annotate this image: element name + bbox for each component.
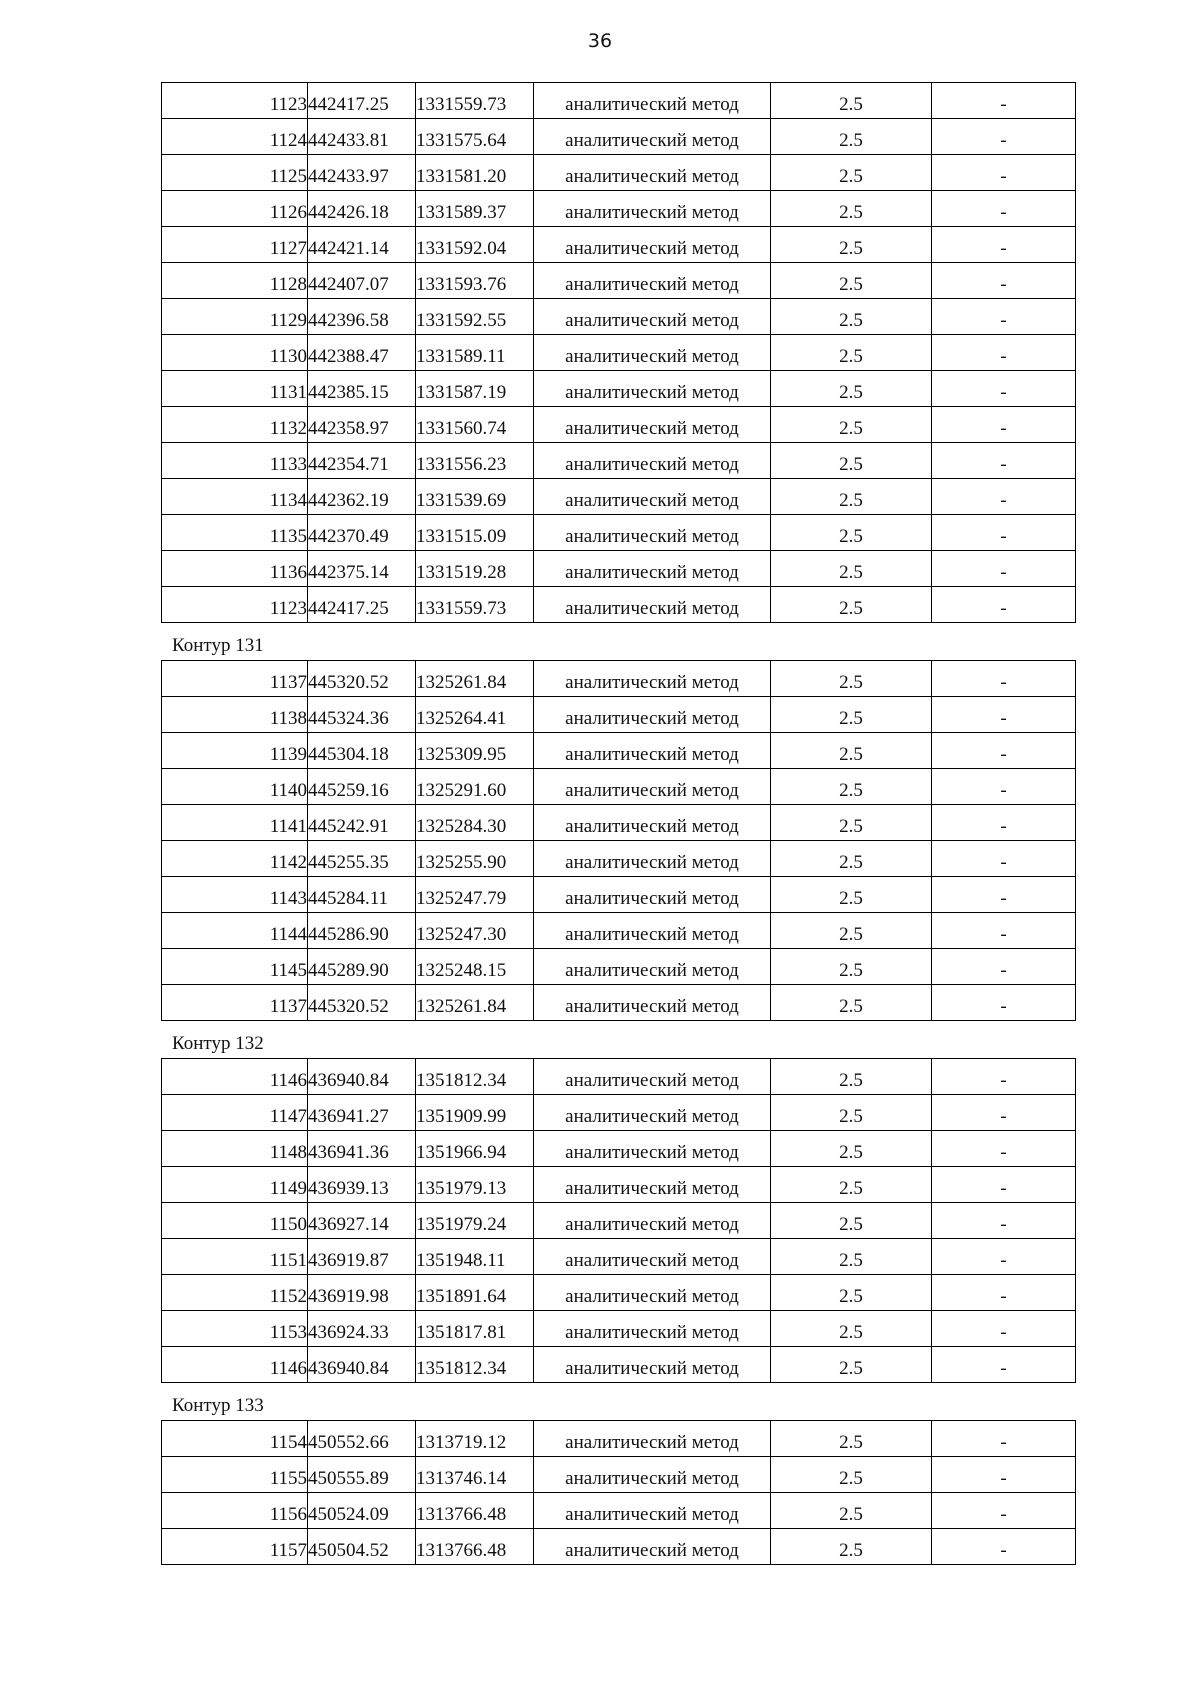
y-coordinate-cell: 1331589.11 [416, 335, 534, 371]
note-cell: - [932, 263, 1076, 299]
accuracy-cell: 2.5 [771, 587, 932, 623]
x-coordinate-cell: 445289.90 [308, 949, 416, 985]
note-cell: - [932, 1239, 1076, 1275]
note-cell: - [932, 769, 1076, 805]
note-cell: - [932, 191, 1076, 227]
point-number-cell: 1149 [162, 1167, 308, 1203]
point-number-cell: 1153 [162, 1311, 308, 1347]
note-cell: - [932, 661, 1076, 697]
point-number-cell: 1155 [162, 1457, 308, 1493]
coordinates-table [161, 1420, 1076, 1565]
y-coordinate-cell: 1313746.14 [416, 1457, 534, 1493]
method-cell: аналитический метод [534, 227, 771, 263]
method-cell: аналитический метод [534, 697, 771, 733]
table-row [162, 1095, 1076, 1131]
point-number-cell: 1134 [162, 479, 308, 515]
point-number-cell: 1127 [162, 227, 308, 263]
table-row [162, 155, 1076, 191]
note-cell: - [932, 587, 1076, 623]
table-row [162, 1131, 1076, 1167]
method-cell: аналитический метод [534, 805, 771, 841]
method-cell: аналитический метод [534, 1131, 771, 1167]
x-coordinate-cell: 445286.90 [308, 913, 416, 949]
table-row [162, 913, 1076, 949]
table-row [162, 805, 1076, 841]
table-row [162, 299, 1076, 335]
method-cell: аналитический метод [534, 407, 771, 443]
accuracy-cell: 2.5 [771, 83, 932, 119]
method-cell: аналитический метод [534, 1275, 771, 1311]
x-coordinate-cell: 442370.49 [308, 515, 416, 551]
note-cell: - [932, 155, 1076, 191]
x-coordinate-cell: 445320.52 [308, 985, 416, 1021]
accuracy-cell: 2.5 [771, 805, 932, 841]
accuracy-cell: 2.5 [771, 191, 932, 227]
x-coordinate-cell: 442421.14 [308, 227, 416, 263]
accuracy-cell: 2.5 [771, 1203, 932, 1239]
y-coordinate-cell: 1331593.76 [416, 263, 534, 299]
method-cell: аналитический метод [534, 479, 771, 515]
table-row [162, 733, 1076, 769]
point-number-cell: 1139 [162, 733, 308, 769]
table-row [162, 515, 1076, 551]
accuracy-cell: 2.5 [771, 697, 932, 733]
note-cell: - [932, 841, 1076, 877]
point-number-cell: 1133 [162, 443, 308, 479]
accuracy-cell: 2.5 [771, 1059, 932, 1095]
accuracy-cell: 2.5 [771, 913, 932, 949]
accuracy-cell: 2.5 [771, 551, 932, 587]
x-coordinate-cell: 445242.91 [308, 805, 416, 841]
method-cell: аналитический метод [534, 371, 771, 407]
table-row [162, 371, 1076, 407]
note-cell: - [932, 1131, 1076, 1167]
x-coordinate-cell: 442426.18 [308, 191, 416, 227]
table-row [162, 1529, 1076, 1565]
table-row [162, 697, 1076, 733]
method-cell: аналитический метод [534, 1095, 771, 1131]
x-coordinate-cell: 445284.11 [308, 877, 416, 913]
point-number-cell: 1151 [162, 1239, 308, 1275]
table-row [162, 587, 1076, 623]
point-number-cell: 1154 [162, 1421, 308, 1457]
x-coordinate-cell: 445259.16 [308, 769, 416, 805]
accuracy-cell: 2.5 [771, 1167, 932, 1203]
point-number-cell: 1156 [162, 1493, 308, 1529]
note-cell: - [932, 371, 1076, 407]
point-number-cell: 1126 [162, 191, 308, 227]
note-cell: - [932, 1493, 1076, 1529]
table-row [162, 1059, 1076, 1095]
accuracy-cell: 2.5 [771, 515, 932, 551]
point-number-cell: 1140 [162, 769, 308, 805]
y-coordinate-cell: 1331575.64 [416, 119, 534, 155]
method-cell: аналитический метод [534, 191, 771, 227]
coordinates-table [161, 82, 1076, 623]
point-number-cell: 1131 [162, 371, 308, 407]
y-coordinate-cell: 1325261.84 [416, 985, 534, 1021]
accuracy-cell: 2.5 [771, 479, 932, 515]
y-coordinate-cell: 1325291.60 [416, 769, 534, 805]
y-coordinate-cell: 1325264.41 [416, 697, 534, 733]
table-row [162, 335, 1076, 371]
point-number-cell: 1157 [162, 1529, 308, 1565]
table-row [162, 1239, 1076, 1275]
method-cell: аналитический метод [534, 515, 771, 551]
x-coordinate-cell: 442433.81 [308, 119, 416, 155]
table-row [162, 1311, 1076, 1347]
x-coordinate-cell: 445320.52 [308, 661, 416, 697]
accuracy-cell: 2.5 [771, 299, 932, 335]
x-coordinate-cell: 442362.19 [308, 479, 416, 515]
accuracy-cell: 2.5 [771, 1457, 932, 1493]
method-cell: аналитический метод [534, 1493, 771, 1529]
table-row [162, 407, 1076, 443]
note-cell: - [932, 119, 1076, 155]
table-row [162, 1421, 1076, 1457]
point-number-cell: 1137 [162, 661, 308, 697]
y-coordinate-cell: 1325309.95 [416, 733, 534, 769]
accuracy-cell: 2.5 [771, 1239, 932, 1275]
note-cell: - [932, 299, 1076, 335]
y-coordinate-cell: 1331559.73 [416, 587, 534, 623]
table-row [162, 263, 1076, 299]
y-coordinate-cell: 1351812.34 [416, 1347, 534, 1383]
y-coordinate-cell: 1351979.24 [416, 1203, 534, 1239]
y-coordinate-cell: 1351909.99 [416, 1095, 534, 1131]
note-cell: - [932, 479, 1076, 515]
point-number-cell: 1146 [162, 1059, 308, 1095]
x-coordinate-cell: 450504.52 [308, 1529, 416, 1565]
point-number-cell: 1142 [162, 841, 308, 877]
note-cell: - [932, 913, 1076, 949]
point-number-cell: 1136 [162, 551, 308, 587]
accuracy-cell: 2.5 [771, 1493, 932, 1529]
y-coordinate-cell: 1331587.19 [416, 371, 534, 407]
method-cell: аналитический метод [534, 119, 771, 155]
x-coordinate-cell: 442396.58 [308, 299, 416, 335]
point-number-cell: 1150 [162, 1203, 308, 1239]
method-cell: аналитический метод [534, 1059, 771, 1095]
method-cell: аналитический метод [534, 985, 771, 1021]
y-coordinate-cell: 1331519.28 [416, 551, 534, 587]
method-cell: аналитический метод [534, 335, 771, 371]
contour-label: Контур 131 [172, 635, 264, 656]
note-cell: - [932, 1203, 1076, 1239]
accuracy-cell: 2.5 [771, 985, 932, 1021]
table-row [162, 841, 1076, 877]
accuracy-cell: 2.5 [771, 1529, 932, 1565]
table-row [162, 985, 1076, 1021]
y-coordinate-cell: 1331560.74 [416, 407, 534, 443]
method-cell: аналитический метод [534, 733, 771, 769]
x-coordinate-cell: 442358.97 [308, 407, 416, 443]
point-number-cell: 1125 [162, 155, 308, 191]
point-number-cell: 1146 [162, 1347, 308, 1383]
method-cell: аналитический метод [534, 661, 771, 697]
note-cell: - [932, 227, 1076, 263]
x-coordinate-cell: 442417.25 [308, 587, 416, 623]
accuracy-cell: 2.5 [771, 1347, 932, 1383]
page-number: 36 [587, 30, 613, 52]
table-row [162, 1457, 1076, 1493]
note-cell: - [932, 83, 1076, 119]
accuracy-cell: 2.5 [771, 407, 932, 443]
contour-label: Контур 133 [172, 1395, 264, 1416]
note-cell: - [932, 733, 1076, 769]
note-cell: - [932, 335, 1076, 371]
accuracy-cell: 2.5 [771, 1311, 932, 1347]
point-number-cell: 1141 [162, 805, 308, 841]
accuracy-cell: 2.5 [771, 155, 932, 191]
table-row [162, 769, 1076, 805]
point-number-cell: 1143 [162, 877, 308, 913]
table-row [162, 1347, 1076, 1383]
document-body [161, 82, 1075, 1565]
note-cell: - [932, 949, 1076, 985]
point-number-cell: 1147 [162, 1095, 308, 1131]
method-cell: аналитический метод [534, 1203, 771, 1239]
method-cell: аналитический метод [534, 1457, 771, 1493]
note-cell: - [932, 1167, 1076, 1203]
accuracy-cell: 2.5 [771, 1095, 932, 1131]
note-cell: - [932, 1059, 1076, 1095]
note-cell: - [932, 1347, 1076, 1383]
y-coordinate-cell: 1331592.55 [416, 299, 534, 335]
method-cell: аналитический метод [534, 1421, 771, 1457]
accuracy-cell: 2.5 [771, 227, 932, 263]
y-coordinate-cell: 1325255.90 [416, 841, 534, 877]
point-number-cell: 1130 [162, 335, 308, 371]
method-cell: аналитический метод [534, 1167, 771, 1203]
x-coordinate-cell: 445304.18 [308, 733, 416, 769]
y-coordinate-cell: 1331592.04 [416, 227, 534, 263]
table-row [162, 1203, 1076, 1239]
method-cell: аналитический метод [534, 913, 771, 949]
table-row [162, 479, 1076, 515]
note-cell: - [932, 805, 1076, 841]
y-coordinate-cell: 1325247.30 [416, 913, 534, 949]
accuracy-cell: 2.5 [771, 1275, 932, 1311]
method-cell: аналитический метод [534, 841, 771, 877]
x-coordinate-cell: 442354.71 [308, 443, 416, 479]
table-row [162, 877, 1076, 913]
note-cell: - [932, 1095, 1076, 1131]
x-coordinate-cell: 436927.14 [308, 1203, 416, 1239]
x-coordinate-cell: 442417.25 [308, 83, 416, 119]
y-coordinate-cell: 1351966.94 [416, 1131, 534, 1167]
table-row [162, 949, 1076, 985]
note-cell: - [932, 877, 1076, 913]
x-coordinate-cell: 436941.27 [308, 1095, 416, 1131]
point-number-cell: 1135 [162, 515, 308, 551]
accuracy-cell: 2.5 [771, 661, 932, 697]
point-number-cell: 1145 [162, 949, 308, 985]
accuracy-cell: 2.5 [771, 877, 932, 913]
table-row [162, 1275, 1076, 1311]
y-coordinate-cell: 1331559.73 [416, 83, 534, 119]
y-coordinate-cell: 1313766.48 [416, 1529, 534, 1565]
note-cell: - [932, 551, 1076, 587]
table-row [162, 551, 1076, 587]
y-coordinate-cell: 1313766.48 [416, 1493, 534, 1529]
method-cell: аналитический метод [534, 551, 771, 587]
method-cell: аналитический метод [534, 587, 771, 623]
table-row [162, 443, 1076, 479]
table-row [162, 83, 1076, 119]
note-cell: - [932, 985, 1076, 1021]
point-number-cell: 1132 [162, 407, 308, 443]
point-number-cell: 1137 [162, 985, 308, 1021]
note-cell: - [932, 407, 1076, 443]
accuracy-cell: 2.5 [771, 371, 932, 407]
accuracy-cell: 2.5 [771, 841, 932, 877]
y-coordinate-cell: 1325247.79 [416, 877, 534, 913]
method-cell: аналитический метод [534, 299, 771, 335]
method-cell: аналитический метод [534, 1347, 771, 1383]
accuracy-cell: 2.5 [771, 119, 932, 155]
x-coordinate-cell: 436919.87 [308, 1239, 416, 1275]
x-coordinate-cell: 436939.13 [308, 1167, 416, 1203]
table-row [162, 1493, 1076, 1529]
y-coordinate-cell: 1351817.81 [416, 1311, 534, 1347]
table-row [162, 1167, 1076, 1203]
x-coordinate-cell: 442433.97 [308, 155, 416, 191]
x-coordinate-cell: 436940.84 [308, 1059, 416, 1095]
method-cell: аналитический метод [534, 949, 771, 985]
method-cell: аналитический метод [534, 1239, 771, 1275]
point-number-cell: 1148 [162, 1131, 308, 1167]
contour-label: Контур 132 [172, 1033, 264, 1054]
note-cell: - [932, 515, 1076, 551]
x-coordinate-cell: 436924.33 [308, 1311, 416, 1347]
x-coordinate-cell: 450524.09 [308, 1493, 416, 1529]
note-cell: - [932, 697, 1076, 733]
y-coordinate-cell: 1351891.64 [416, 1275, 534, 1311]
y-coordinate-cell: 1331556.23 [416, 443, 534, 479]
accuracy-cell: 2.5 [771, 769, 932, 805]
x-coordinate-cell: 436941.36 [308, 1131, 416, 1167]
table-row [162, 191, 1076, 227]
method-cell: аналитический метод [534, 1311, 771, 1347]
method-cell: аналитический метод [534, 1529, 771, 1565]
y-coordinate-cell: 1325261.84 [416, 661, 534, 697]
y-coordinate-cell: 1331581.20 [416, 155, 534, 191]
y-coordinate-cell: 1351812.34 [416, 1059, 534, 1095]
coordinates-table [161, 660, 1076, 1021]
note-cell: - [932, 1421, 1076, 1457]
note-cell: - [932, 443, 1076, 479]
y-coordinate-cell: 1351979.13 [416, 1167, 534, 1203]
y-coordinate-cell: 1331539.69 [416, 479, 534, 515]
method-cell: аналитический метод [534, 263, 771, 299]
point-number-cell: 1128 [162, 263, 308, 299]
method-cell: аналитический метод [534, 877, 771, 913]
x-coordinate-cell: 436940.84 [308, 1347, 416, 1383]
y-coordinate-cell: 1331589.37 [416, 191, 534, 227]
x-coordinate-cell: 445255.35 [308, 841, 416, 877]
y-coordinate-cell: 1351948.11 [416, 1239, 534, 1275]
point-number-cell: 1123 [162, 587, 308, 623]
x-coordinate-cell: 445324.36 [308, 697, 416, 733]
accuracy-cell: 2.5 [771, 443, 932, 479]
accuracy-cell: 2.5 [771, 949, 932, 985]
x-coordinate-cell: 442388.47 [308, 335, 416, 371]
table-row [162, 661, 1076, 697]
point-number-cell: 1124 [162, 119, 308, 155]
accuracy-cell: 2.5 [771, 335, 932, 371]
note-cell: - [932, 1311, 1076, 1347]
point-number-cell: 1144 [162, 913, 308, 949]
point-number-cell: 1152 [162, 1275, 308, 1311]
method-cell: аналитический метод [534, 83, 771, 119]
y-coordinate-cell: 1325284.30 [416, 805, 534, 841]
point-number-cell: 1129 [162, 299, 308, 335]
accuracy-cell: 2.5 [771, 1131, 932, 1167]
y-coordinate-cell: 1313719.12 [416, 1421, 534, 1457]
point-number-cell: 1138 [162, 697, 308, 733]
method-cell: аналитический метод [534, 155, 771, 191]
accuracy-cell: 2.5 [771, 1421, 932, 1457]
y-coordinate-cell: 1325248.15 [416, 949, 534, 985]
y-coordinate-cell: 1331515.09 [416, 515, 534, 551]
point-number-cell: 1123 [162, 83, 308, 119]
x-coordinate-cell: 436919.98 [308, 1275, 416, 1311]
x-coordinate-cell: 442375.14 [308, 551, 416, 587]
note-cell: - [932, 1529, 1076, 1565]
table-row [162, 119, 1076, 155]
x-coordinate-cell: 442407.07 [308, 263, 416, 299]
note-cell: - [932, 1275, 1076, 1311]
note-cell: - [932, 1457, 1076, 1493]
method-cell: аналитический метод [534, 443, 771, 479]
accuracy-cell: 2.5 [771, 733, 932, 769]
method-cell: аналитический метод [534, 769, 771, 805]
accuracy-cell: 2.5 [771, 263, 932, 299]
coordinates-table [161, 1058, 1076, 1383]
table-row [162, 227, 1076, 263]
x-coordinate-cell: 450552.66 [308, 1421, 416, 1457]
x-coordinate-cell: 442385.15 [308, 371, 416, 407]
x-coordinate-cell: 450555.89 [308, 1457, 416, 1493]
